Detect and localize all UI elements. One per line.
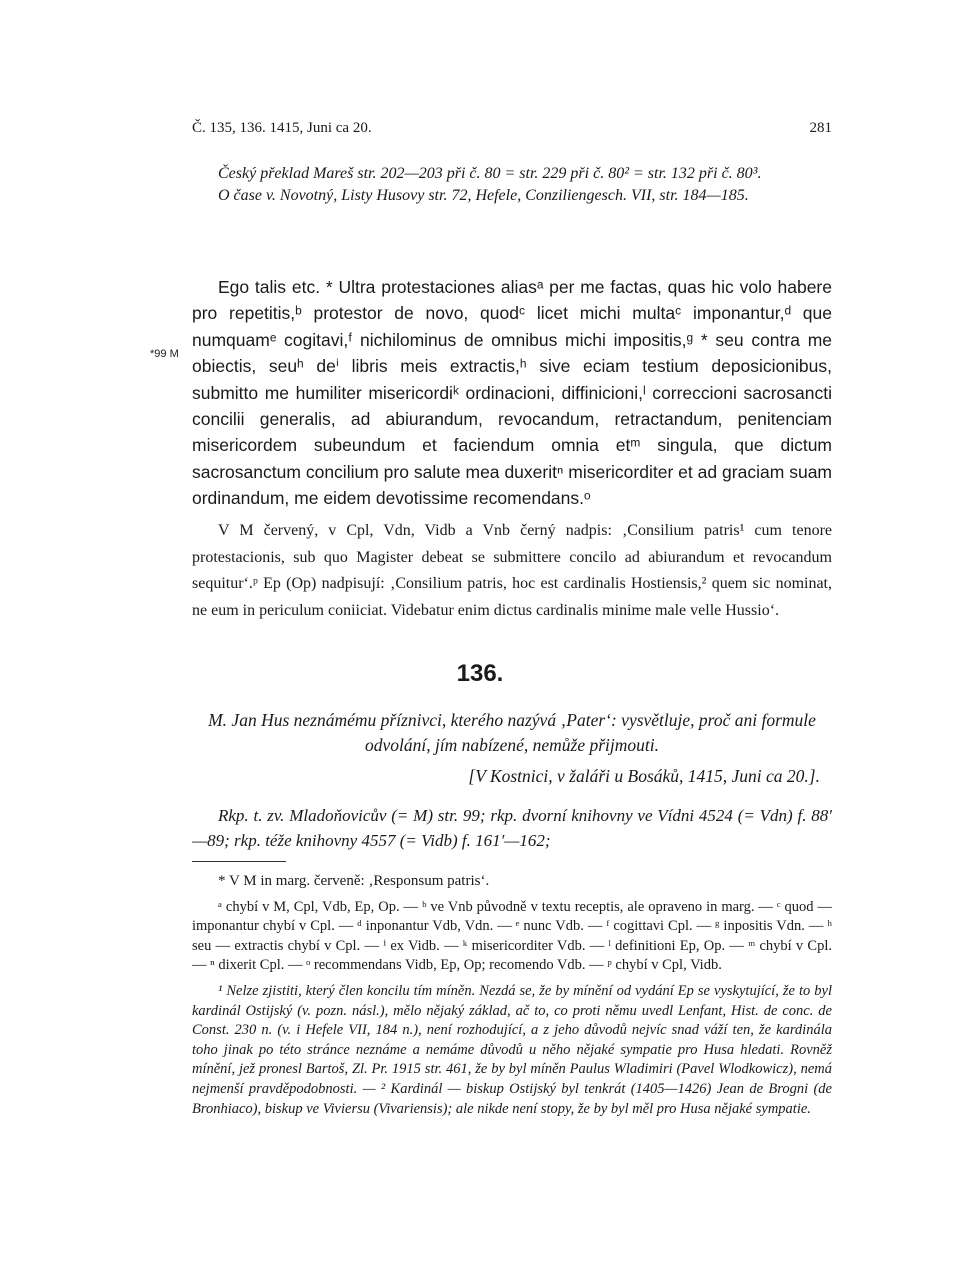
page-number: 281	[809, 120, 832, 136]
manuscripts-note	[192, 803, 832, 853]
running-head: Č. 135, 136. 1415, Juni ca 20.	[192, 120, 372, 136]
intro-note	[192, 163, 832, 207]
translation-note: Český překlad Mareš str. 202—203 při č. 80 = str. 229 při č. 80² = str. 132 při č. 80³.	[218, 165, 762, 182]
title-note-paragraph: V M červený, v Cpl, Vdn, Vidb a Vnb černý nadpis: ‚Consilium patris¹ cum tenore protestacionis, sub quo Magister debeat se submittere concilo ad abiurandum et revocandum sequitur‘.ᵖ Ep (Op) nadpisují: ‚Consilium patris, hoc est cardinalis Hostiensis,² quem sic nominat, ne eum in periculum coniiciat. Videbatur enim dictus cardinalis minime male velle Hussio‘.	[192, 522, 832, 619]
footnote-divider	[192, 861, 286, 862]
margin-mark: *99 M	[150, 348, 179, 360]
footnote-commentary: ¹ Nelze zjistiti, který člen koncilu tím míněn. Nezdá se, že by mínění od vydání Ep se vyskytující, že to byl kardinál Ostijský (v. pozn. násl.), mělo nějaký základ, ač to, co proti němu uvedl Lenfant, Hist. de conc. de Const. 230 n. (v. i Hefele VII, 184 n.), není rozhodující, a z jeho důvodů nejvíc snad váží ten, že kardinála toho jinak po této stránce neznáme a nemáme důvodů u něho nějaké sympatie pro Husa hledati. Rovněž mínění, jež pronesl Bartoš, Zl. Pr. 1915 str. 461, že by byl míněn Paulus Wladimiri (Pavel Wlodkowicz), nemá nejmenší pravděpodobnosti. — ² Kardinál — biskup Ostijský byl tenkrát (1405—1426) Jean de Brogni (de Bronhiaco), biskup ve Viviersu (Vivariensis); ale nikde není stopy, že by byl měl pro Husa nějaké sympatie.	[192, 982, 832, 1117]
document-number: 136.	[456, 660, 504, 687]
footnote-star: * V M in marg. červeně: ‚Responsum patris‘.	[218, 873, 490, 889]
document-title: M. Jan Hus neznámému příznivci, kterého nazývá ‚Pater‘: vysvětluje, proč ani formule odvolání, jím nabízené, nemůže přijmouti.	[208, 710, 816, 755]
manuscripts-text: Rkp. t. zv. Mladoňovicův (= M) str. 99; rkp. dvorní knihovny ve Vídni 4524 (= Vdn) f. 88′—89; rkp. téže knihovny 4557 (= Vidb) f. 161′—162;	[192, 806, 832, 850]
page-header	[192, 120, 832, 142]
place-date: [V Kostnici, v žaláři u Bosáků, 1415, Juni ca 20.].	[468, 766, 820, 786]
protestation-paragraph: Ego talis etc. * Ultra protestaciones aliasᵃ per me factas, quas hic volo habere pro repetitis,ᵇ protestor de novo, quodᶜ licet michi multaᶜ imponantur,ᵈ que numquamᵉ cogitavi,ᶠ nichilominus de omnibus michi impositis,ᵍ * seu contra me obiectis, seuʰ deⁱ libris meis extractis,ʰ sive eciam testium deposicionibus, submitto me humiliter misericordiᵏ ordinacioni, diffinicioni,ˡ correccioni sacrosancti concilii generalis, ad abiurandum, revocandum, retractandum, penitenciam misericordem subeundum et faciendum omnia etᵐ singula, que dictum sacrosanctum concilium pro salute mea duxeritⁿ misericorditer et ad graciam suam ordinandum, me eidem devotissime recomendans.ᵒ	[192, 277, 832, 509]
dating-note: O čase v. Novotný, Listy Husovy str. 72, Hefele, Conziliengesch. VII, str. 184—185.	[218, 187, 749, 204]
footnote-apparatus: ᵃ chybí v M, Cpl, Vdb, Ep, Op. — ᵇ ve Vnb původně v textu receptis, ale opraveno in marg. — ᶜ quod — imponantur chybí v Cpl. — ᵈ inponantur Vdb, Vdn. — ᵉ nunc Vdb. — ᶠ cogittavi Cpl. — ᵍ inpositis Vdn. — ʰ seu — extractis chybí v Cpl. — ⁱ ex Vidb. — ᵏ misericorditer Vdb. — ˡ definitioni Ep, Op. — ᵐ chybí v Cpl. — ⁿ dixerit Cpl. — ᵒ recommendans Vidb, Ep, Op; recomendo Vdb. — ᵖ chybí v Cpl, Vidb.	[192, 898, 832, 974]
footnotes	[192, 872, 832, 1119]
main-text	[192, 274, 832, 512]
title-note	[192, 518, 832, 624]
